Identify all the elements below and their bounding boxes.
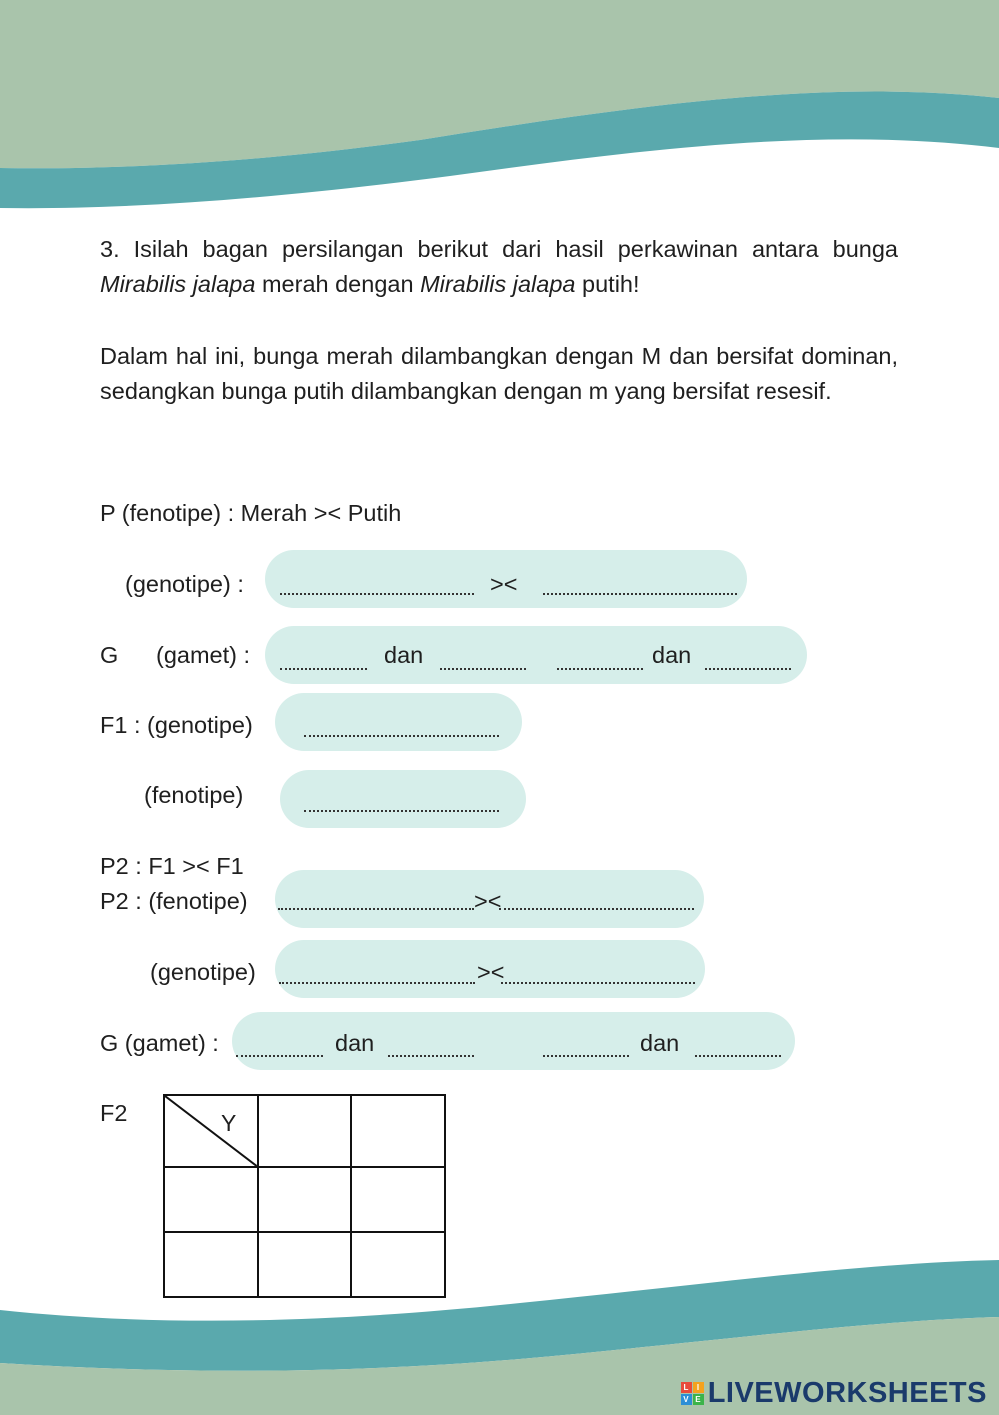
gamet-blank-1[interactable]	[280, 668, 367, 670]
punnett-cell[interactable]	[351, 1232, 445, 1297]
gamet2-blank-1[interactable]	[236, 1055, 323, 1057]
gamet-answer-box	[265, 626, 807, 684]
gamet-and-1: dan	[384, 642, 424, 668]
gamet2-answer-box	[232, 1012, 795, 1070]
p-genotipe-label: (genotipe) :	[125, 571, 244, 597]
p-genotipe-cross-symbol: ><	[490, 571, 518, 597]
f2-label: F2	[100, 1100, 128, 1126]
p2-fenotipe-cross-symbol: ><	[474, 888, 502, 914]
punnett-header-cell[interactable]	[258, 1095, 352, 1167]
punnett-cell[interactable]	[351, 1167, 445, 1232]
p2-fenotipe-blank-1[interactable]	[278, 908, 474, 910]
f1-genotipe-label: F1 : (genotipe)	[100, 712, 253, 738]
punnett-header-cell[interactable]	[351, 1095, 445, 1167]
gamet2-blank-3[interactable]	[543, 1055, 629, 1057]
p2-fenotipe-blank-2[interactable]	[499, 908, 694, 910]
gamet-and-2: dan	[652, 642, 692, 668]
gamet2-blank-4[interactable]	[695, 1055, 781, 1057]
punnett-row-header-cell[interactable]	[164, 1167, 258, 1232]
header-wave-decoration	[0, 0, 999, 215]
p2-genotipe-cross-symbol: ><	[477, 959, 505, 985]
punnett-cell[interactable]	[258, 1167, 352, 1232]
punnett-cell[interactable]	[258, 1232, 352, 1297]
gamet2-blank-2[interactable]	[388, 1055, 474, 1057]
gamet2-and-2: dan	[640, 1030, 680, 1056]
punnett-square	[163, 1094, 446, 1298]
p2-fenotipe-label: P2 : (fenotipe)	[100, 888, 248, 914]
brand-name: LIVEWORKSHEETS	[707, 1376, 987, 1409]
question-text: 3. Isilah bagan persilangan berikut dari hasil perkawinan antara bunga Mirabilis jalapa merah dengan Mirabilis jalapa putih!	[100, 236, 898, 297]
f1-genotipe-blank[interactable]	[304, 735, 499, 737]
punnett-corner-cell	[164, 1095, 258, 1167]
p2-cross-label: P2 : F1 >< F1	[100, 853, 244, 879]
p2-genotipe-blank-1[interactable]	[279, 982, 475, 984]
f1-genotipe-answer-box	[275, 693, 522, 751]
liveworksheets-logo-icon: L I V E	[681, 1382, 704, 1405]
p-genotipe-blank-2[interactable]	[543, 593, 737, 595]
gamet-blank-4[interactable]	[705, 668, 791, 670]
liveworksheets-brand	[681, 1377, 987, 1409]
g-gamet-label: (gamet) :	[156, 642, 251, 668]
f1-fenotipe-blank[interactable]	[304, 810, 499, 812]
p-fenotipe-label: P (fenotipe) : Merah >< Putih	[100, 500, 402, 526]
punnett-row-header-cell[interactable]	[164, 1232, 258, 1297]
f1-fenotipe-answer-box	[280, 770, 526, 828]
gamet-blank-2[interactable]	[440, 668, 526, 670]
diagonal-line	[165, 1096, 257, 1166]
p2-genotipe-label: (genotipe)	[150, 959, 256, 985]
f1-fenotipe-label: (fenotipe)	[144, 782, 244, 808]
g-letter-label: G	[100, 642, 119, 668]
gamet-blank-3[interactable]	[557, 668, 643, 670]
punnett-corner-label: Y	[221, 1110, 237, 1136]
gamet2-and-1: dan	[335, 1030, 375, 1056]
g2-gamet-label: G (gamet) :	[100, 1030, 219, 1056]
p-genotipe-blank-1[interactable]	[280, 593, 474, 595]
p2-genotipe-blank-2[interactable]	[501, 982, 695, 984]
explanation-text: Dalam hal ini, bunga merah dilambangkan dengan M dan bersifat dominan, sedangkan bunga putih dilambangkan dengan m yang bersifat resesif.	[100, 343, 898, 404]
